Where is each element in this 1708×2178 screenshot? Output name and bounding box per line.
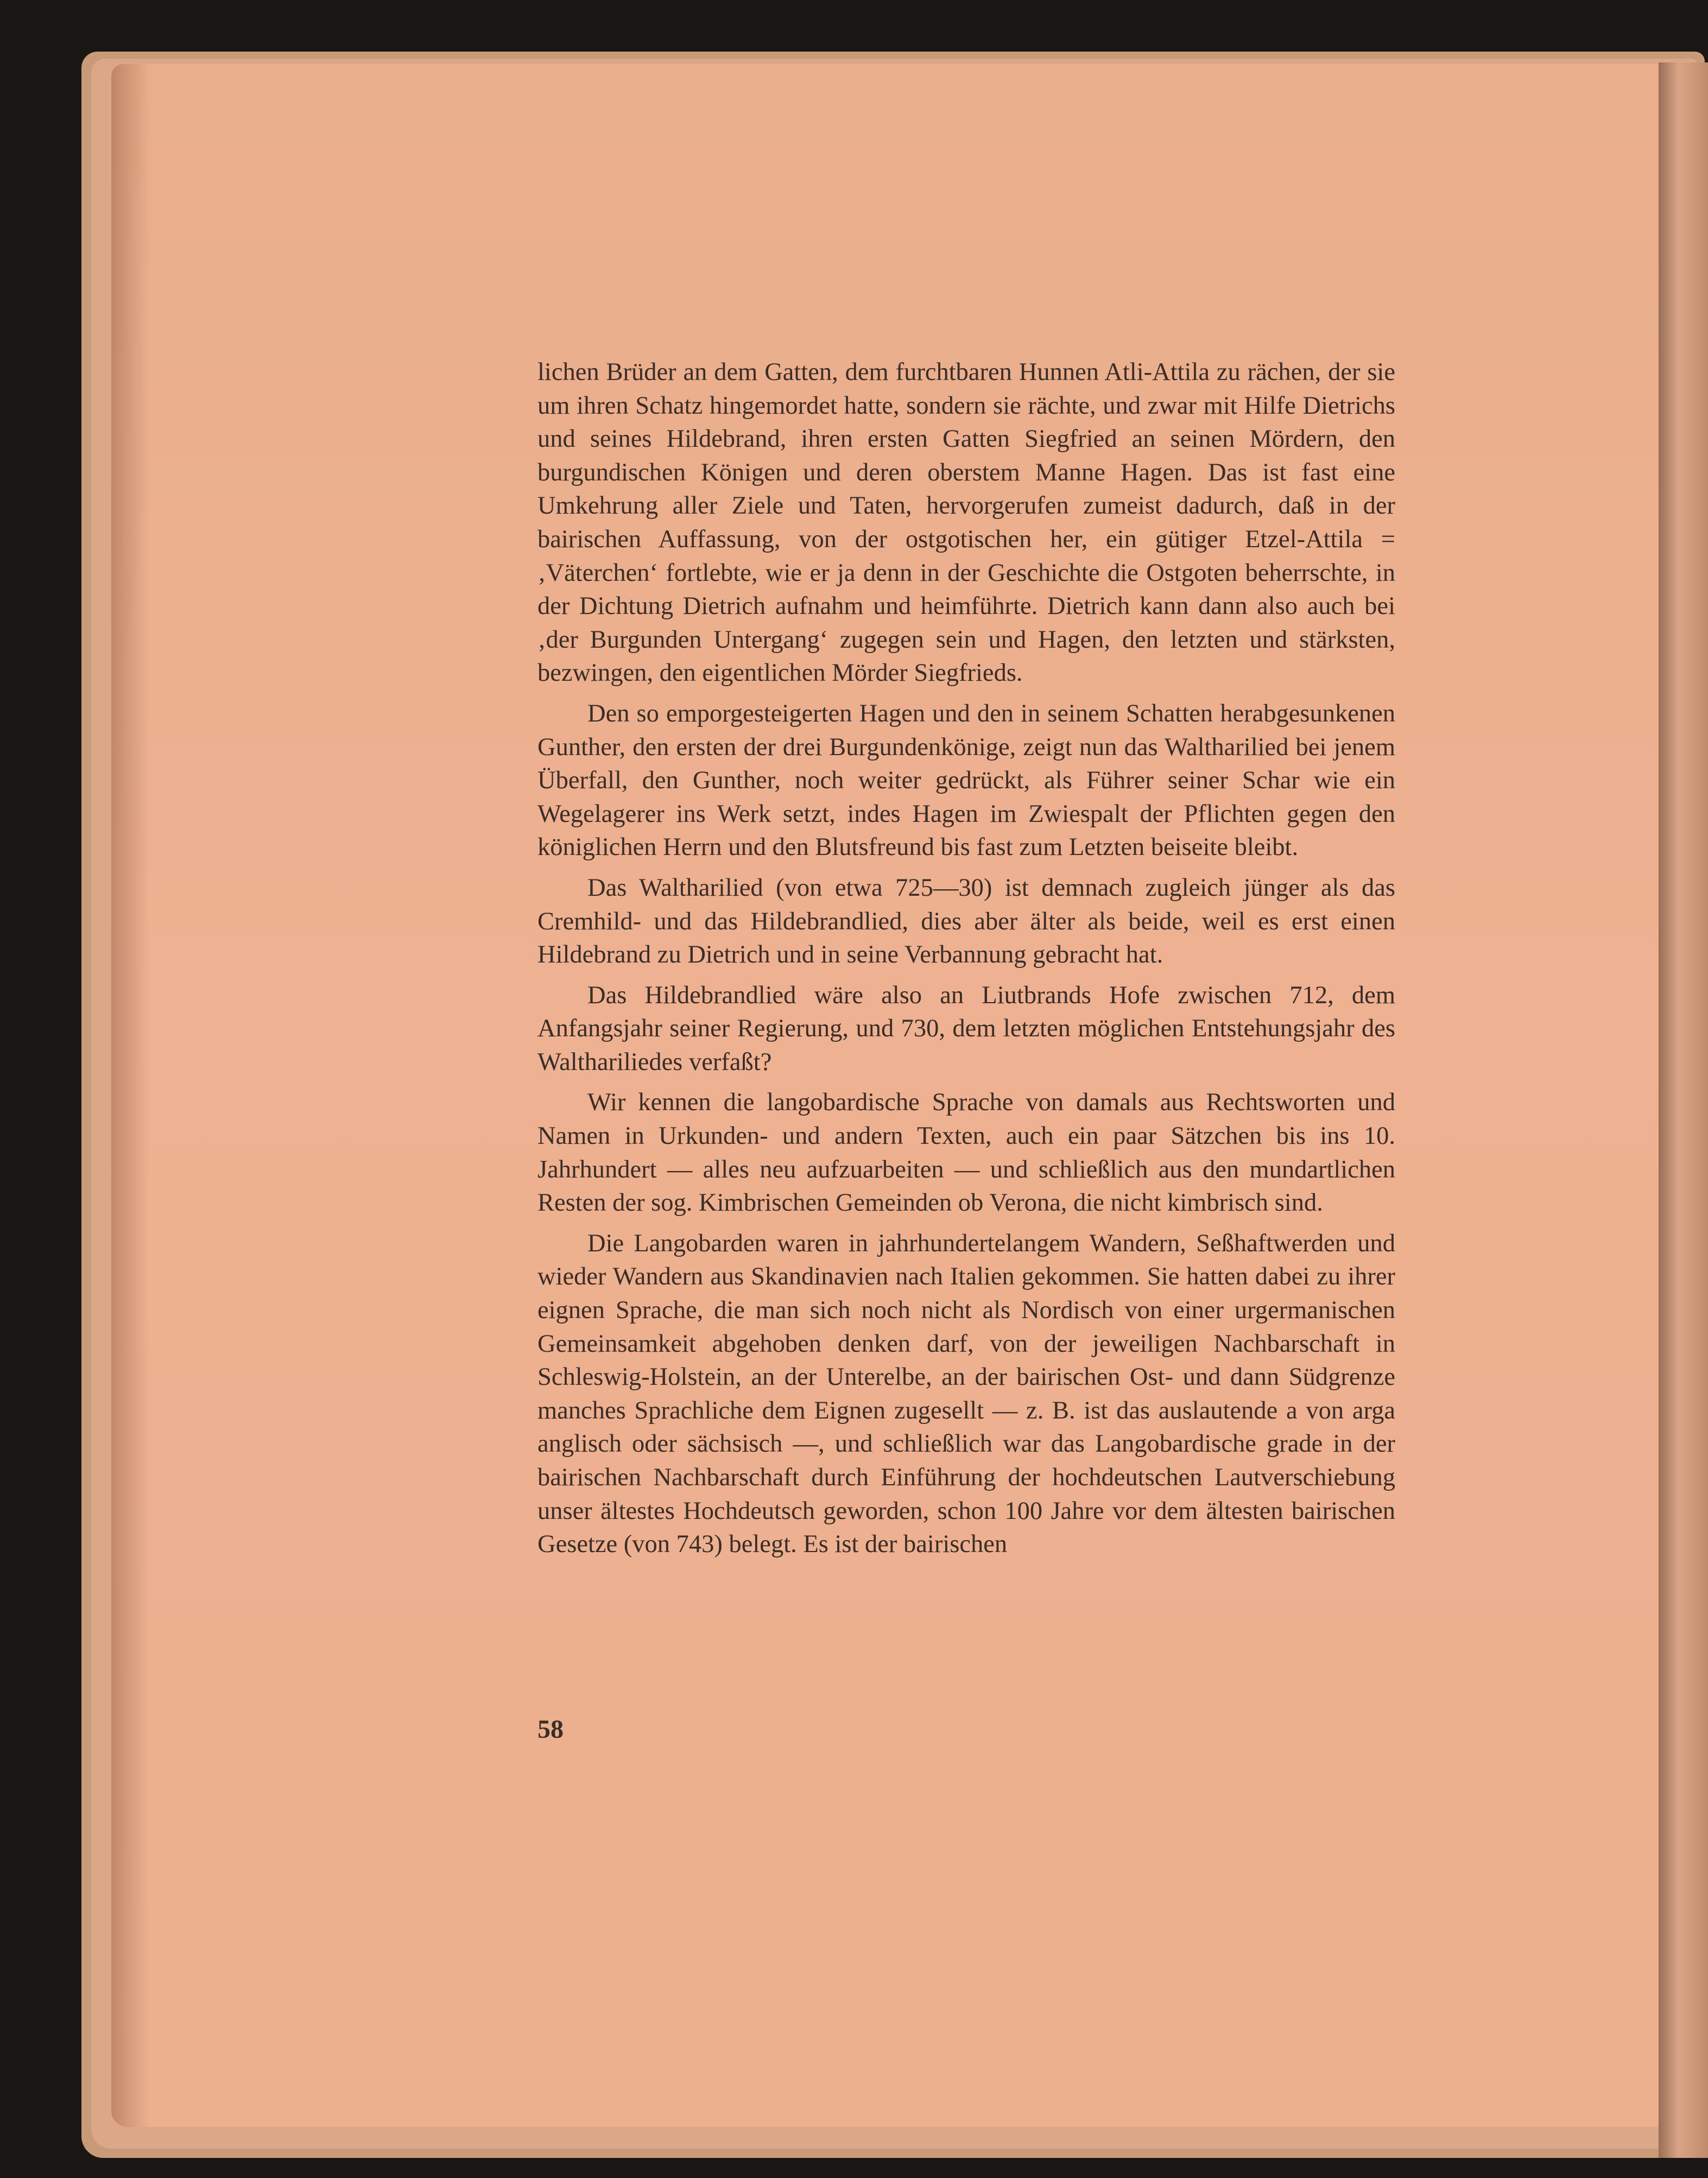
facing-page-edge [1659, 62, 1708, 2158]
paragraph-2: Den so emporgesteigerten Hagen und den in seinem Schatten herabgesunkenen Gunther, den ersten der drei Burgundenkönige, zeigt nun das Waltharilied bei jenem Überfall, den Gunther, noch weiter gedrückt, als Führer seiner Schar wie ein Wegelagerer ins Werk setzt, indes Hagen im Zwiespalt der Pflichten gegen den königlichen Herrn und den Blutsfreund bis fast zum Letzten beiseite bleibt. [537, 699, 1395, 862]
page-edge-shadow [111, 64, 149, 2127]
page-number: 58 [537, 1715, 564, 1744]
paragraph-1: lichen Brüder an dem Gatten, dem furchtbaren Hunnen Atli-Attila zu rächen, der sie um ihren Schatz hingemordet hatte, sondern sie rächte, und zwar mit Hilfe Dietrichs und seines Hildebrand, ihren ersten Gatten Siegfried an seinen Mördern, den burgundischen Königen und deren oberstem Manne Hagen. Das ist fast eine Umkehrung aller Ziele und Taten, hervorgerufen zumeist dadurch, daß in der bairischen Auffassung, von der ostgotischen her, ein gütiger Etzel-Attila = ‚Väterchen‘ fortlebte, wie er ja denn in der Geschichte die Ostgoten beherrschte, in der Dichtung Dietrich aufnahm und heimführte. Dietrich kann dann also auch bei ‚der Burgunden Untergang‘ zugegen sein und Hagen, den letzten und stärksten, bezwingen, den eigentlichen Mörder Siegfrieds. [537, 358, 1395, 687]
paragraph-4: Das Hildebrandlied wäre also an Liutbrands Hofe zwischen 712, dem Anfangsjahr seiner Regierung, und 730, dem letzten möglichen Entstehungsjahr des Walthariliedes verfaßt? [537, 981, 1395, 1076]
body-text [537, 356, 1395, 1561]
paragraph-6: Die Langobarden waren in jahrhundertelangem Wandern, Seßhaftwerden und wieder Wandern aus Skandinavien nach Italien gekommen. Sie hatten dabei zu ihrer eignen Sprache, die man sich noch nicht als Nordisch von einer urgermanischen Gemeinsamkeit abgehoben denken darf, von der jeweiligen Nachbarschaft in Schleswig-Holstein, an der Unterelbe, an der bairischen Ost- und dann Südgrenze manches Sprachliche dem Eignen zugesellt — z. B. ist das auslautende a von arga anglisch oder sächsisch —, und schließlich war das Langobardische grade in der bairischen Nachbarschaft durch Einführung der hochdeutschen Lautverschiebung unser ältestes Hochdeutsch geworden, schon 100 Jahre vor dem ältesten bairischen Gesetze (von 743) belegt. Es ist der bairischen [537, 1229, 1395, 1559]
paragraph-3: Das Waltharilied (von etwa 725—30) ist demnach zugleich jünger als das Cremhild- und das Hildebrandlied, dies aber älter als beide, weil es erst einen Hildebrand zu Dietrich und in seine Verbannung gebracht hat. [537, 873, 1395, 969]
paragraph-5: Wir kennen die langobardische Sprache von damals aus Rechtsworten und Namen in Urkunden- und andern Texten, auch ein paar Sätzchen bis ins 10. Jahrhundert — alles neu aufzuarbeiten — und schließlich aus den mundartlichen Resten der sog. Kimbrischen Gemeinden ob Verona, die nicht kimbrisch sind. [537, 1088, 1395, 1217]
